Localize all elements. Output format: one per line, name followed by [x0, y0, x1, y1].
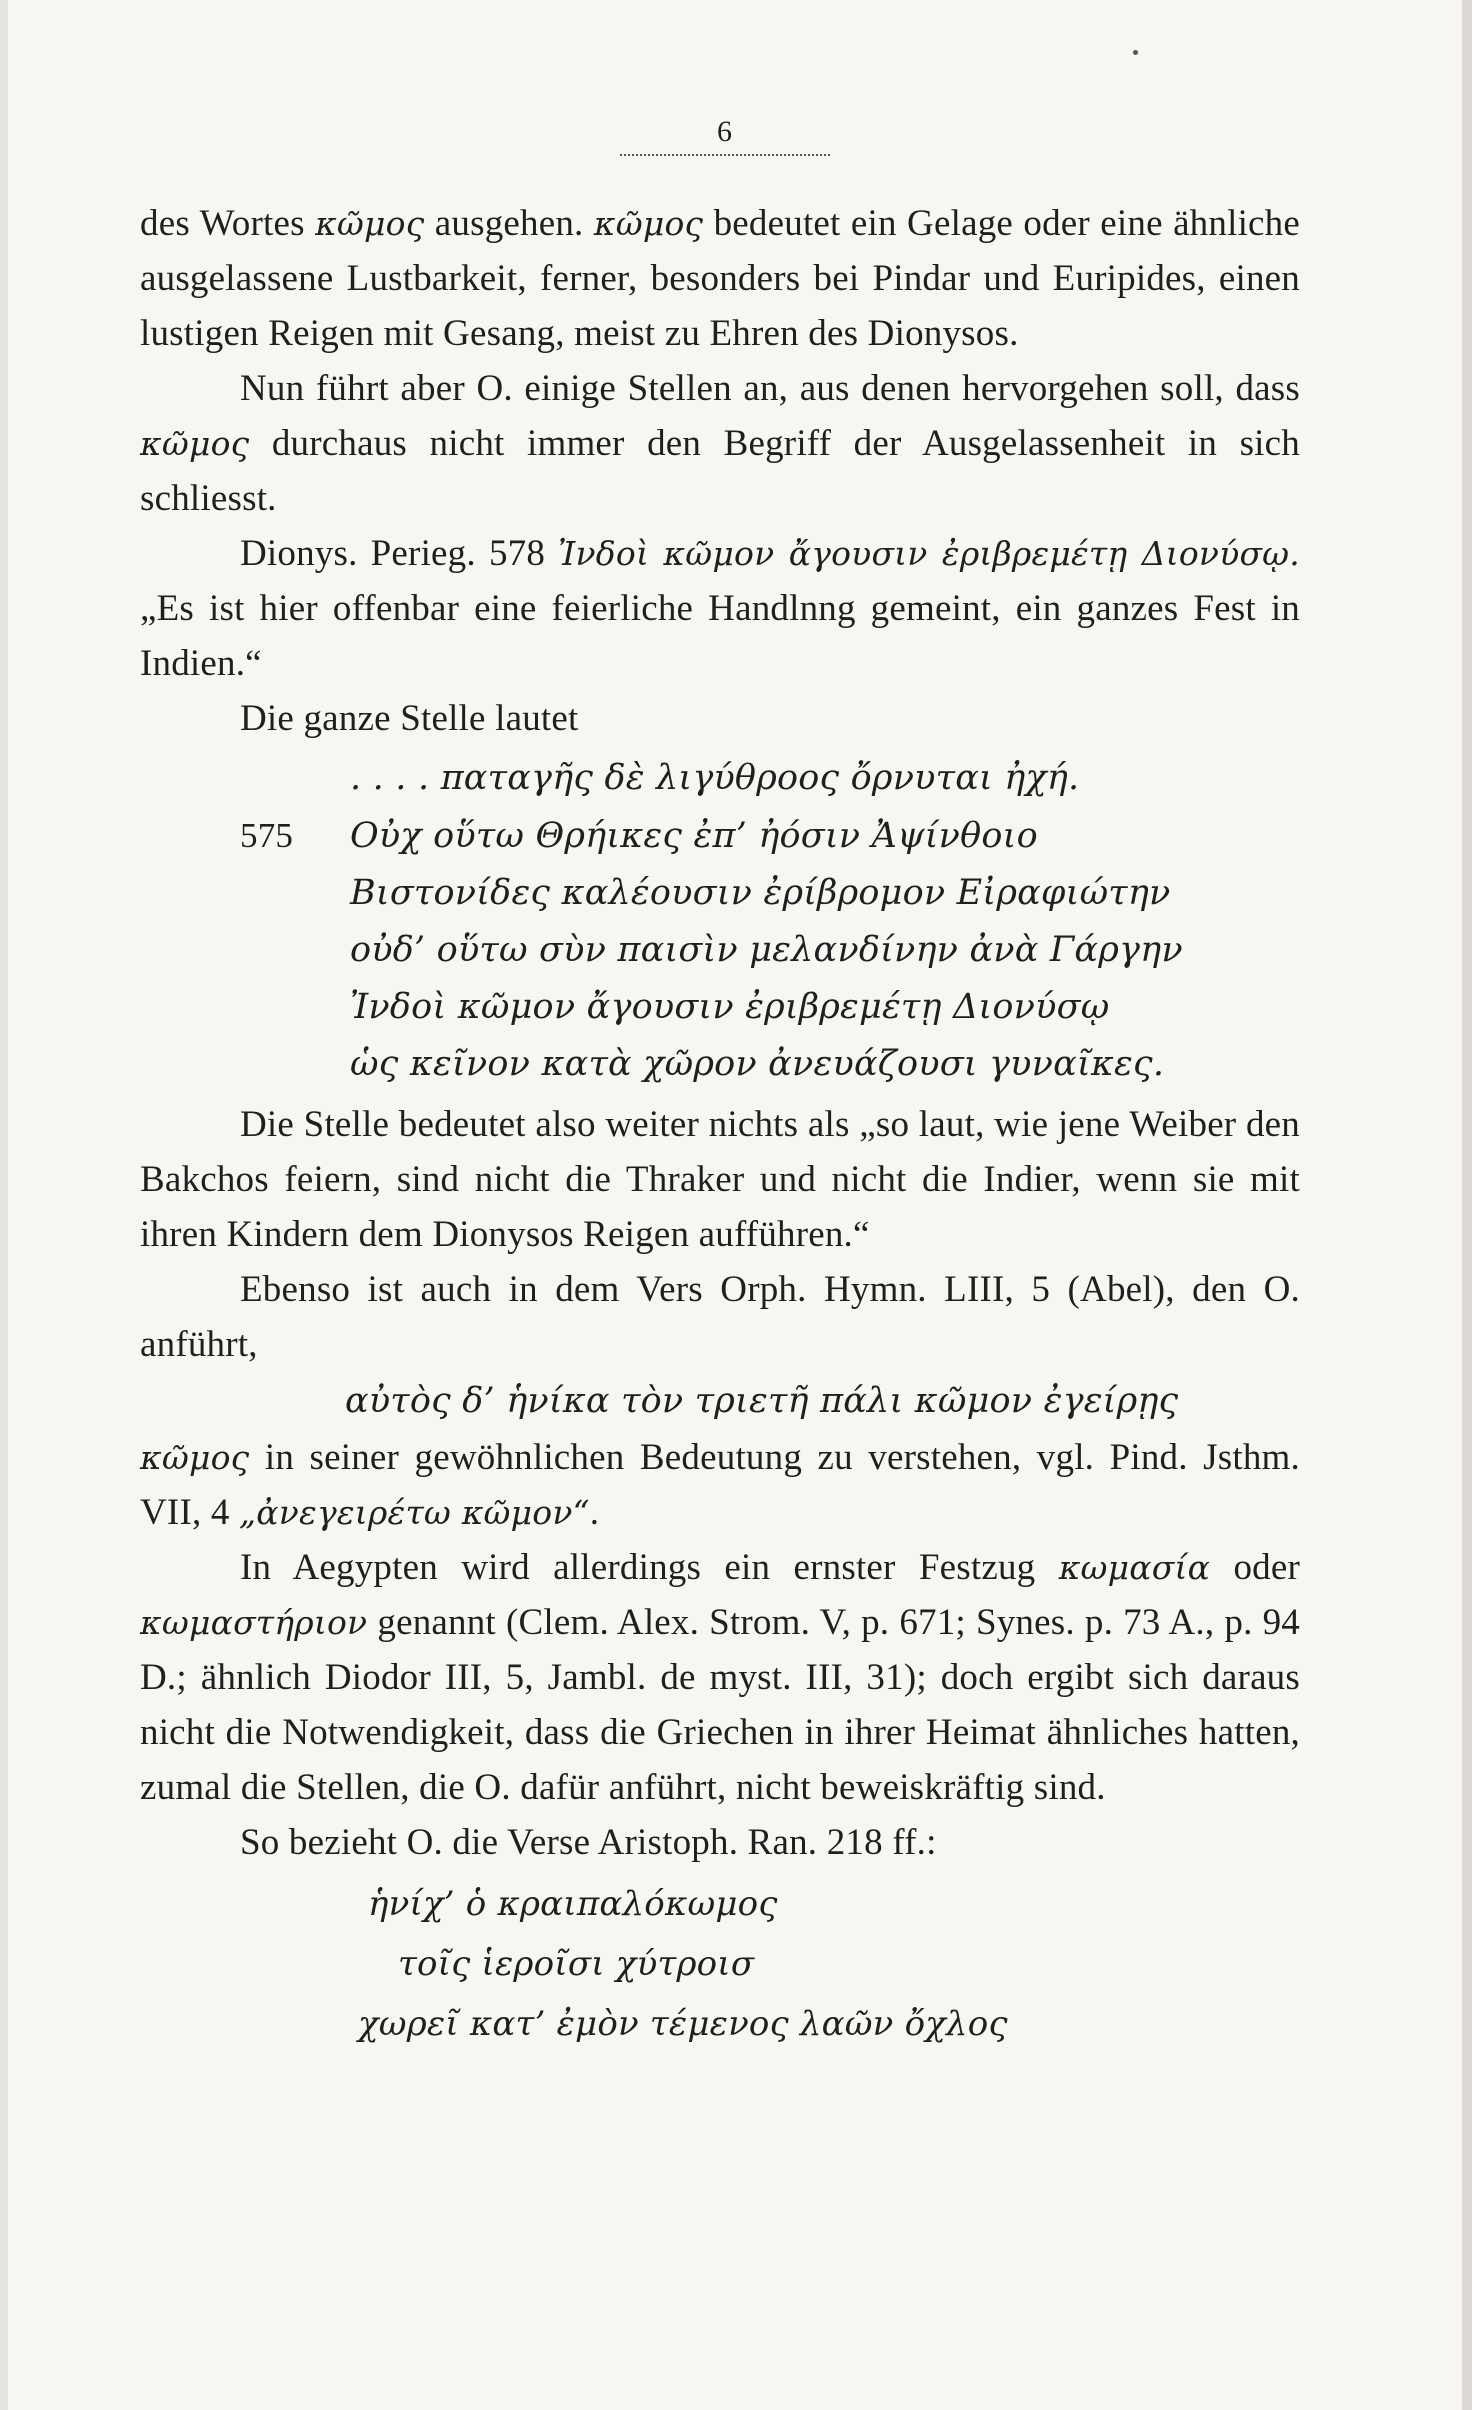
verse-line: ἡνίχ’ ὁ κραιπαλόκωμος — [368, 1884, 778, 1924]
verse-number: 575 — [240, 816, 294, 855]
text-run: Die ganze Stelle lautet — [240, 698, 579, 739]
paragraph-4 — [140, 691, 1300, 746]
page-speck — [1133, 50, 1138, 55]
text-run: durchaus nicht immer den Begriff der Ausgelassenheit in sich schliesst. — [140, 423, 1300, 519]
verse-line — [140, 865, 1300, 922]
verse-line — [140, 922, 1300, 979]
verse-line — [140, 1036, 1300, 1093]
greek-term: κῶμος — [315, 204, 425, 243]
header-ornament — [620, 154, 830, 164]
paragraph-8 — [140, 1540, 1300, 1815]
paragraph-5 — [140, 1097, 1300, 1262]
verse-block-aristoph — [140, 1874, 1300, 2054]
text-run: „Es ist hier offenbar eine feierliche Handlnng gemeint, ein ganzes Fest in Indien.“ — [140, 588, 1300, 684]
document-page — [140, 112, 1300, 2054]
greek-term: κῶμος — [140, 424, 250, 463]
paragraph-2 — [140, 361, 1300, 526]
greek-term: κῶμος — [140, 1438, 250, 1477]
greek-term: κωμαστήριον — [140, 1603, 368, 1642]
text-run: Ebenso ist auch in dem Vers Orph. Hymn. LIII, 5 (Abel), den O. anführt, — [140, 1269, 1300, 1365]
verse-text: Ἰνδοὶ κῶμον ἄγουσιν ἐριβρεμέτῃ Διονύσῳ — [350, 987, 1110, 1027]
verse-line — [140, 750, 1300, 807]
text-run: Die Stelle bedeutet also weiter nichts als „so laut, wie jene Weiber den Bakchos feiern, sind nicht die Thraker und nicht die Indier, wenn sie mit ihren Kindern dem Dionysos Reigen aufführen.“ — [140, 1104, 1300, 1255]
greek-quote: Ἰνδοὶ κῶμον ἄγουσιν ἐριβρεμέτῃ Διονύσῳ. — [558, 534, 1300, 573]
verse-text: Βιστονίδες καλέουσιν ἐρίβρομον Εἰραφιώτην — [350, 873, 1171, 913]
text-run: . — [589, 1492, 600, 1533]
greek-quote: „ἀνεγειρέτω κῶμον“ — [239, 1493, 590, 1532]
verse-text: ὡς κεῖνον κατὰ χῶρον ἀνευάζουσι γυναῖκες. — [350, 1044, 1165, 1084]
text-run: in seiner gewöhnlichen Bedeutung zu verstehen, vgl. Pind. Jsthm. VII, 4 — [140, 1437, 1300, 1533]
text-run: Dionys. Perieg. 578 — [240, 533, 559, 574]
greek-term: κῶμος — [593, 204, 704, 243]
paragraph-3 — [140, 526, 1300, 691]
verse-line: τοῖς ἱεροῖσι χύτροισ — [398, 1944, 755, 1984]
verse-line — [140, 979, 1300, 1036]
verse-block-dionys — [140, 750, 1300, 1093]
paragraph-9 — [140, 1815, 1300, 1870]
paragraph-1 — [140, 196, 1300, 361]
text-run: genannt (Clem. Alex. Strom. V, p. 671; Synes. p. 73 A., p. 94 D.; ähnlich Diodor III, 5, Jambl. de myst. III, 31); doch ergibt sich daraus nicht die Notwendigkeit, dass die Griechen in ihrer Heimat ähnliches hatten, zumal die Stellen, die O. dafür anführt, nicht beweiskräftig sind. — [140, 1602, 1300, 1808]
text-run: bedeutet ein Gelage oder eine ähnliche ausgelassene Lustbarkeit, ferner, besonders bei Pindar und Euripides, einen lustigen Reigen mit Gesang, meist zu Ehren des Dionysos. — [140, 203, 1300, 354]
text-run: ausgehen. — [424, 203, 594, 244]
verse-line: χωρεῖ κατ’ ἐμὸν τέμενος λαῶν ὄχλος — [358, 2004, 1008, 2044]
text-run: des Wortes — [140, 203, 316, 244]
page-number: 6 — [717, 115, 733, 148]
verse-line — [140, 807, 1300, 865]
greek-term: κωμασία — [1058, 1548, 1211, 1587]
verse-text: οὐδ’ οὕτω σὺν παισὶν μελανδίνην ἀνὰ Γάργην — [350, 930, 1183, 970]
text-run: oder — [1210, 1547, 1300, 1588]
text-run: In Aegypten wird allerdings ein ernster Festzug — [240, 1547, 1059, 1588]
paragraph-7 — [140, 1430, 1300, 1540]
text-run: Nun führt aber O. einige Stellen an, aus denen hervorgehen soll, dass — [240, 368, 1300, 409]
body-text — [140, 196, 1300, 2054]
verse-text: Οὐχ οὕτω Θρήικες ἐπ’ ἠόσιν Ἀψίνθοιο — [350, 816, 1038, 856]
paragraph-6 — [140, 1262, 1300, 1372]
verse-text: . . . . παταγῆς δὲ λιγύθροος ὄρνυται ἠχή. — [350, 758, 1080, 798]
verse-orph: αὐτὸς δ’ ἡνίκα τὸν τριετῆ πάλι κῶμον ἐγείρῃς — [345, 1381, 1179, 1421]
text-run: So bezieht O. die Verse Aristoph. Ran. 218 ff.: — [240, 1822, 937, 1863]
